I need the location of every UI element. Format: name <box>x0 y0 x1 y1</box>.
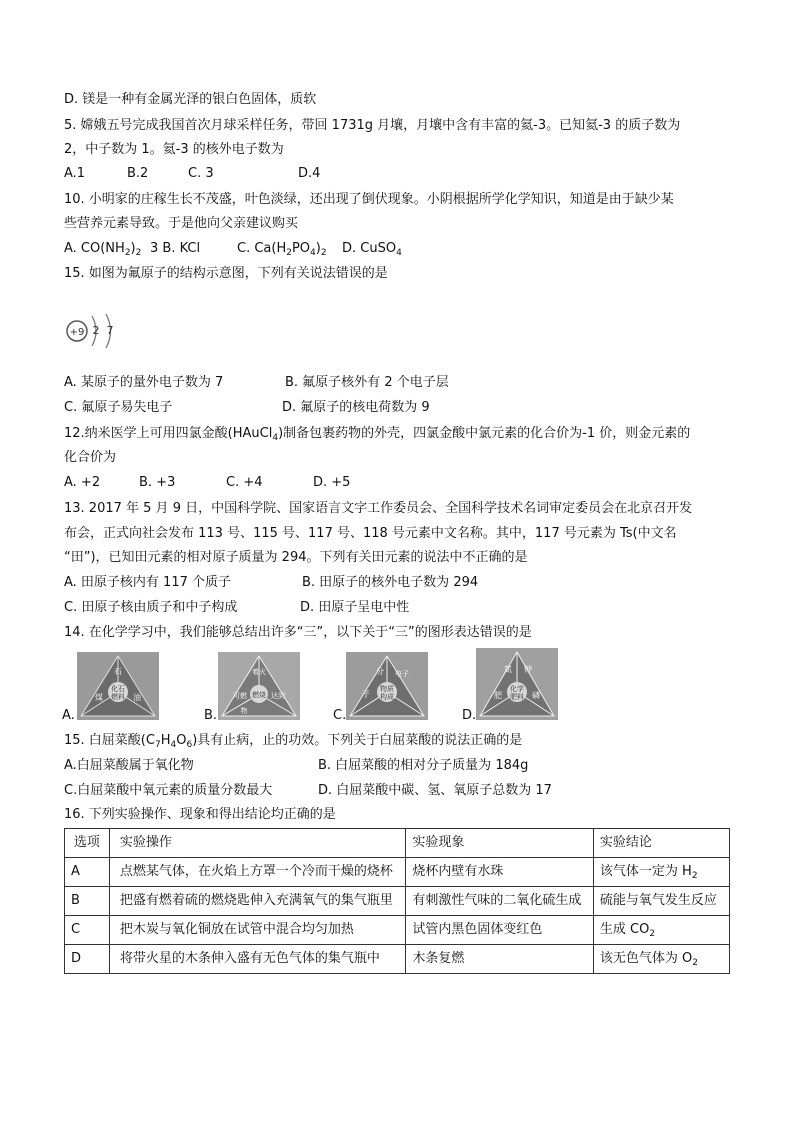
question-5-text-cont: 2，中子数为 1。氦-3 的核外电子数为 <box>64 142 284 157</box>
q12-option-d: D. +5 <box>313 475 351 490</box>
row-option: A <box>65 858 110 887</box>
q15-option-a: A. 某原子的量外电子数为 7 <box>64 375 224 390</box>
row-operation: 把盛有燃着硫的燃烧匙伸入充满氧气的集气瓶里 <box>109 887 406 916</box>
fig-d-bottom-text: 肥 <box>494 691 502 700</box>
q10-option-a: A. $CO(NH_2)_2$ <box>64 241 142 258</box>
question-15b-text: 15. 白屈菜酸$(C_7H_4O_6)$具有止病，止的功效。下列关于白屈菜酸的说法正确的是 <box>64 733 523 750</box>
question-5-text: 5. 嫦娥五号完成我国首次月球采样任务，带回 1731g 月壤，月壤中含有丰富的氦-3。已知氦-3 的质子数为 <box>64 118 681 133</box>
fig-b-bottom-text: 物 <box>240 707 248 715</box>
table-row <box>65 916 730 945</box>
row-conclusion: 生成 $CO_2$ <box>593 916 729 945</box>
question-14-text: 14. 在化学学习中，我们能够总结出许多“三”，以下关于“三”的图形表达错误的是 <box>64 625 532 640</box>
fig-a-top-text: 石 <box>114 667 122 676</box>
table-row <box>65 858 730 887</box>
q15b-option-d: D. 白屈菜酸中碳、氢、氧原子总数为 17 <box>318 783 552 798</box>
header-operation: 实验操作 <box>109 829 406 858</box>
fig-b-center-text: 燃烧 <box>252 691 266 699</box>
row-option: C <box>65 916 110 945</box>
fig-a-right-text: 油 <box>133 693 141 702</box>
q13-option-a: A. 田原子核内有 117 个质子 <box>64 575 232 590</box>
header-phenomenon: 实验现象 <box>406 829 593 858</box>
q10-option-b: 3 B. KCl <box>150 241 201 256</box>
row-operation: 点燃某气体，在火焰上方罩一个冷而干燥的烧杯 <box>109 858 406 887</box>
row-option: B <box>65 887 110 916</box>
q10-option-c: C. $Ca(H_2PO_4)_2$ <box>237 241 327 258</box>
q5-option-a: A.1 <box>64 166 86 181</box>
row-conclusion: 该无色气体为 $O_2$ <box>593 945 729 974</box>
q5-option-c: C. 3 <box>188 166 214 181</box>
row-operation: 把木炭与氧化铜放在试管中混合均匀加热 <box>109 916 406 945</box>
row-conclusion: 该气体一定为 $H_2$ <box>593 858 729 887</box>
question-13-text-cont2: “田”)，已知田元素的相对原子质量为 294。下列有关田元素的说法中不正确的是 <box>64 550 528 565</box>
fig-b-right-text: 达到 <box>271 692 285 700</box>
q15b-option-a: A.白屈菜酸属于氧化物 <box>64 758 194 773</box>
experiment-table <box>64 828 730 974</box>
fig-c-right-text: 电子 <box>395 670 409 678</box>
fig-a-label: A. <box>62 708 75 723</box>
header-conclusion: 实验结论 <box>593 829 729 858</box>
atom-nucleus-label: +9 <box>69 327 85 338</box>
table-header-row <box>65 829 730 858</box>
atom-shell2-electrons: 7 <box>106 324 114 337</box>
fig-c-label: C. <box>333 708 347 723</box>
q12-option-b: B. +3 <box>139 475 176 490</box>
triangle-diagram-b <box>218 652 300 720</box>
fig-c-left-text: 子 <box>362 690 370 699</box>
question-12-text-cont: 化合价为 <box>64 450 117 465</box>
table-row <box>65 945 730 974</box>
question-10-text: 10. 小明家的庄稼生长不茂盛，叶色淡绿，还出现了倒伏现象。小阴根据所学化学知识，知道是由于缺少某 <box>64 192 674 207</box>
row-operation: 将带火星的木条伸入盛有无色气体的集气瓶中 <box>109 945 406 974</box>
row-option: D <box>65 945 110 974</box>
q13-option-d: D. 田原子呈电中性 <box>300 600 410 615</box>
question-10-text-cont: 些营养元素导致。于是他向父亲建议购买 <box>64 216 299 231</box>
fig-d-left-text: 氮 <box>504 665 512 674</box>
q15-option-d: D. 氟原子的核电荷数为 9 <box>282 400 430 415</box>
option-line: D. 镁是一种有金属光泽的银白色固体，质软 <box>64 92 317 107</box>
q15-option-b: B. 氟原子核外有 2 个电子层 <box>285 375 449 390</box>
fig-d-top-text: 钾 <box>524 665 532 674</box>
question-16-text: 16. 下列实验操作、现象和得出结论均正确的是 <box>64 807 336 822</box>
header-option: 选项 <box>65 829 110 858</box>
fig-c-center1-text: 物质 <box>380 685 394 693</box>
q10-option-d: D. CuSO$_4$ <box>342 241 402 258</box>
q12-option-a: A. +2 <box>64 475 101 490</box>
question-15-text: 15. 如图为氟原子的结构示意图，下列有关说法错误的是 <box>64 266 388 281</box>
q13-option-c: C. 田原子核由质子和中子构成 <box>64 600 238 615</box>
fig-a-center2-text: 燃料 <box>111 693 125 701</box>
q5-option-d: D.4 <box>298 166 321 181</box>
atom-shell1-electrons: 2 <box>92 324 100 337</box>
fig-d-center2-text: 肥料 <box>510 693 524 701</box>
row-conclusion: 硫能与氧气发生反应 <box>593 887 729 916</box>
q15-option-c: C. 氟原子易失电子 <box>64 400 173 415</box>
q15b-option-b: B. 白屈菜酸的相对分子质量为 184g <box>318 758 529 773</box>
fig-d-label: D. <box>462 708 477 723</box>
q15b-option-c: C.白屈菜酸中氧元素的质量分数最大 <box>64 783 273 798</box>
fluorine-atom-diagram <box>62 310 126 354</box>
q5-option-b: B.2 <box>127 166 149 181</box>
fig-c-top-text: 分 <box>376 667 384 676</box>
triangle-diagram-c <box>346 652 428 720</box>
triangle-diagram-a <box>77 652 159 720</box>
question-12-text: 12.纳米医学上可用四氯金酸(HAuCl$_4$)制备包裹药物的外壳，四氯金酸中氯元素的化合价为-1 价，则金元素的 <box>64 426 691 443</box>
fig-d-right-text: 磷 <box>532 691 540 700</box>
fig-b-left-text: 可燃 <box>233 692 247 700</box>
question-13-text-cont: 布会，正式向社会发布 113 号、115 号、117 号、118 号元素中文名称。其中，117 号元素为 Ts(中文名 <box>64 526 677 541</box>
row-phenomenon: 有刺激性气味的二氧化硫生成 <box>406 887 593 916</box>
row-phenomenon: 木条复燃 <box>406 945 593 974</box>
fig-c-center2-text: 构成 <box>380 693 394 701</box>
fig-b-top-text: 着火 <box>252 668 266 676</box>
fig-b-label: B. <box>204 708 218 723</box>
row-phenomenon: 烧杯内壁有水珠 <box>406 858 593 887</box>
fig-a-center1-text: 化石 <box>111 685 125 693</box>
fig-a-left-text: 煤 <box>95 693 103 702</box>
fig-d-center1-text: 化学 <box>510 685 524 693</box>
q12-option-c: C. +4 <box>226 475 263 490</box>
row-phenomenon: 试管内黑色固体变红色 <box>406 916 593 945</box>
triangle-diagram-d <box>476 648 558 720</box>
table-row <box>65 887 730 916</box>
q13-option-b: B. 田原子的核外电子数为 294 <box>302 575 479 590</box>
question-13-text: 13. 2017 年 5 月 9 日，中国科学院、国家语言文字工作委员会、全国科学技术名词审定委员会在北京召开发 <box>64 501 693 516</box>
